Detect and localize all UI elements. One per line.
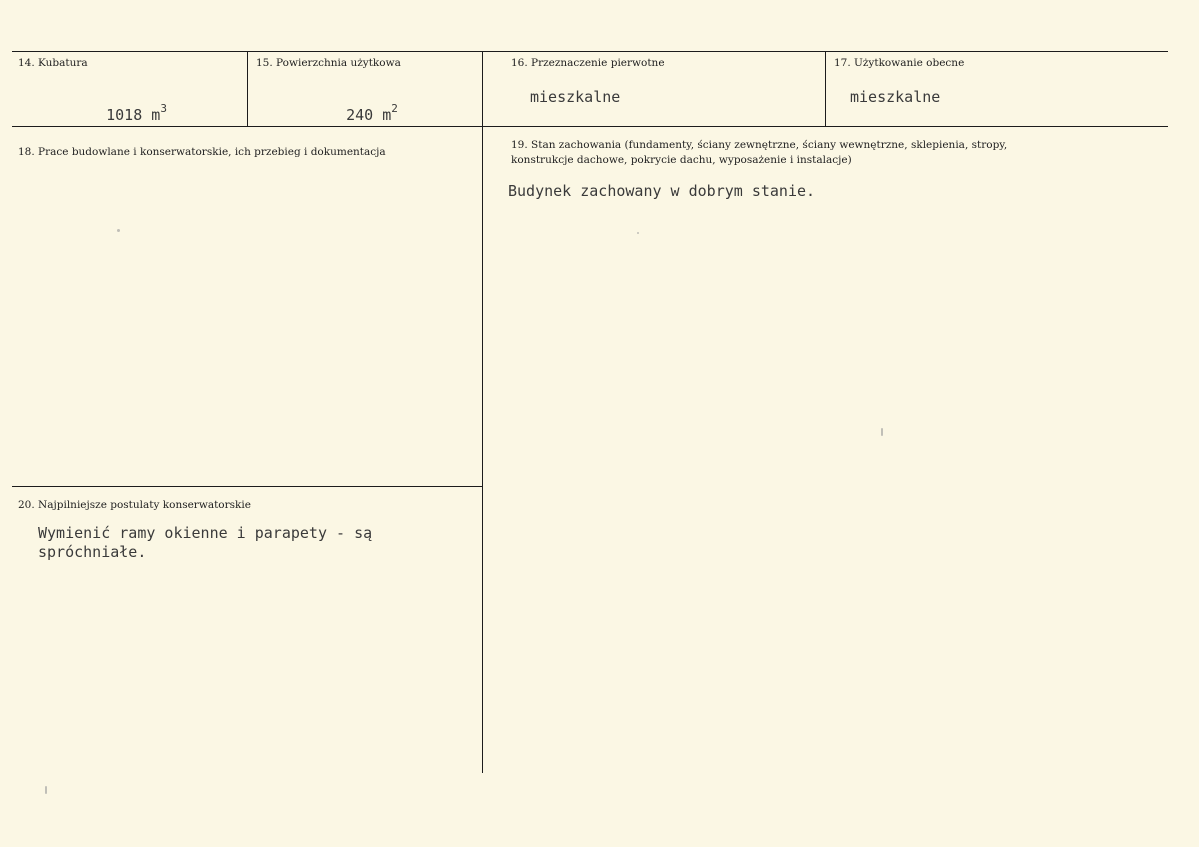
col-divider-16-17	[825, 51, 826, 126]
postulaty-value-line-2: spróchniałe.	[38, 543, 147, 561]
przeznaczenie-label: 16. Przeznaczenie pierwotne	[511, 57, 665, 69]
kubatura-value	[70, 87, 167, 145]
top-rule	[12, 51, 1168, 52]
kubatura-exponent: 3	[160, 102, 167, 115]
paper-speck	[45, 786, 47, 794]
row-divider	[12, 126, 1168, 127]
paper-speck	[637, 232, 639, 234]
kubatura-number: 1018 m	[106, 106, 161, 124]
powierzchnia-number: 240 m	[346, 106, 392, 124]
stan-zachowania-label: 19. Stan zachowania (fundamenty, ściany zewnętrzne, ściany wewnętrzne, sklepienia, stropy, konstrukcje dachowe, pokrycie dachu, wyposażenie i instalacje)	[511, 139, 1008, 166]
kubatura-label: 14. Kubatura	[18, 57, 88, 69]
uzytkowanie-value: mieszkalne	[850, 88, 941, 106]
powierzchnia-exponent: 2	[391, 102, 398, 115]
col-divider-14-15	[247, 51, 248, 126]
section-20-divider	[12, 486, 482, 487]
prace-budowlane-label: 18. Prace budowlane i konserwatorskie, ich przebieg i dokumentacja	[18, 146, 386, 158]
postulaty-label: 20. Najpilniejsze postulaty konserwatorskie	[18, 499, 251, 511]
postulaty-value-line-1: Wymienić ramy okienne i parapety - są	[38, 524, 373, 542]
col-divider-main	[482, 51, 483, 773]
powierzchnia-value	[310, 87, 398, 145]
paper-speck	[117, 229, 120, 232]
stan-zachowania-value: Budynek zachowany w dobrym stanie.	[508, 182, 816, 200]
uzytkowanie-label: 17. Użytkowanie obecne	[834, 57, 965, 69]
przeznaczenie-value: mieszkalne	[530, 88, 621, 106]
powierzchnia-label: 15. Powierzchnia użytkowa	[256, 57, 401, 69]
paper-speck	[881, 428, 883, 436]
